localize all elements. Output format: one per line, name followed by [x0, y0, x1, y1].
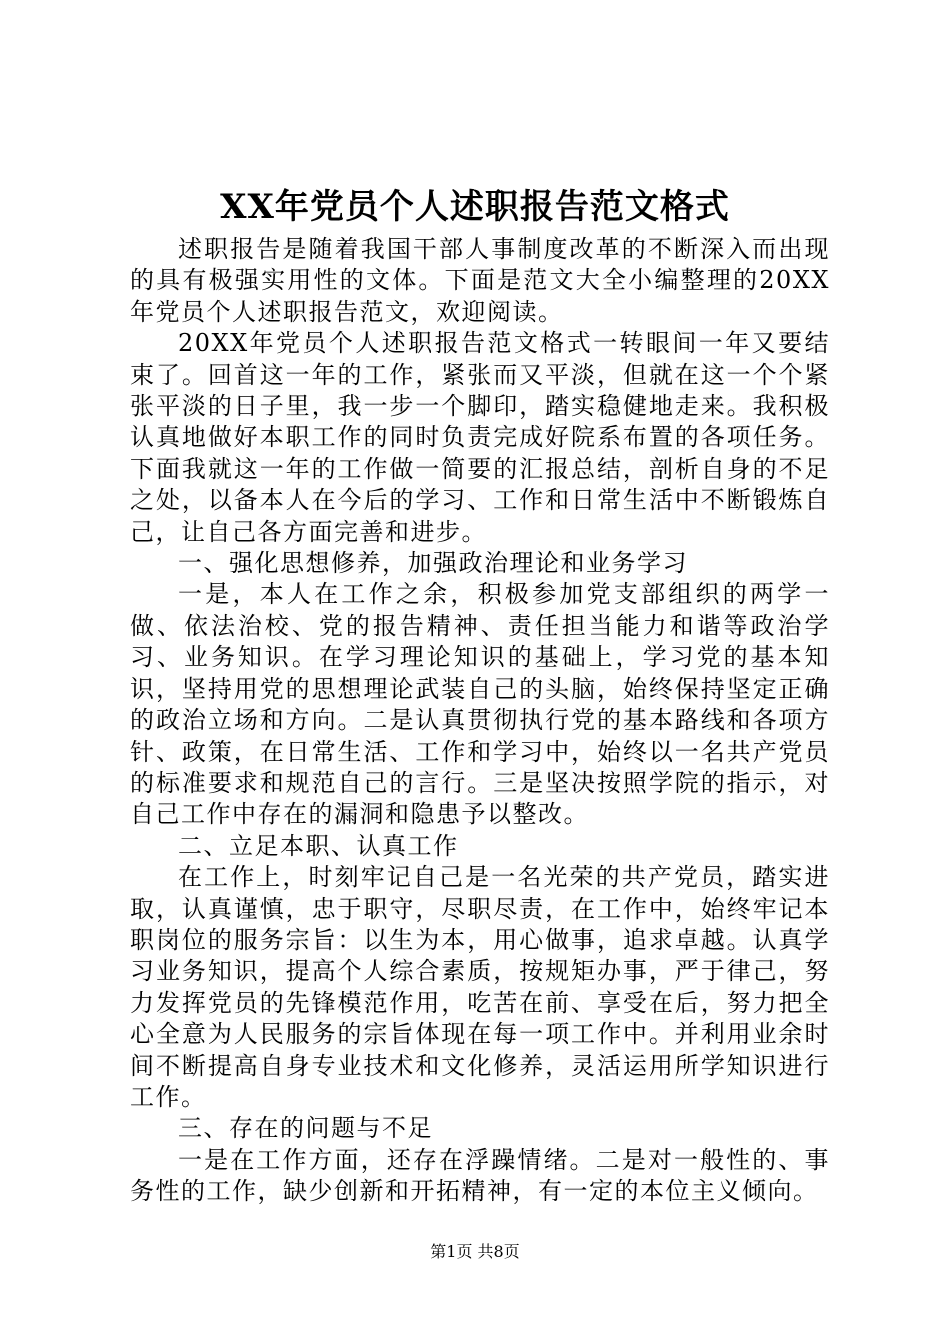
paragraph-section-1: 一是，本人在工作之余，积极参加党支部组织的两学一做、依法治校、党的报告精神、责任担当能力和谐等政治学习、业务知识。在学习理论知识的基础上，学习党的基本知识，坚持用党的思想理论武装自己的头脑，始终保持坚定正确的政治立场和方向。二是认真贯彻执行党的基本路线和各项方针、政策，在日常生活、工作和学习中，始终以一名共产党员的标准要求和规范自己的言行。三是坚决按照学院的指示，对自己工作中存在的漏洞和隐患予以整改。	[130, 580, 830, 829]
paragraph-intro: 述职报告是随着我国干部人事制度改革的不断深入而出现的具有极强实用性的文体。下面是范文大全小编整理的20XX年党员个人述职报告范文，欢迎阅读。	[130, 235, 830, 326]
paragraph-section-3: 一是在工作方面，还存在浮躁情绪。二是对一般性的、事务性的工作，缺少创新和开拓精神，有一定的本位主义倾向。	[130, 1145, 830, 1206]
section-heading-2: 二、立足本职、认真工作	[178, 831, 459, 860]
section-heading-3: 三、存在的问题与不足	[178, 1114, 433, 1143]
paragraph-section-2: 在工作上，时刻牢记自己是一名光荣的共产党员，踏实进取，认真谨慎，忠于职守，尽职尽责，在工作中，始终牢记本职岗位的服务宗旨：以生为本，用心做事，追求卓越。认真学习业务知识，提高个人综合素质，按规矩办事，严于律己，努力发挥党员的先锋模范作用，吃苦在前、享受在后，努力把全心全意为人民服务的宗旨体现在每一项工作中。并利用业余时间不断提高自身专业技术和文化修养，灵活运用所学知识进行工作。	[130, 863, 830, 1111]
section-heading-1: 一、强化思想修养，加强政治理论和业务学习	[178, 549, 688, 578]
paragraph-opening: 20XX年党员个人述职报告范文格式一转眼间一年又要结束了。回首这一年的工作，紧张而又平淡，但就在这一个个紧张平淡的日子里，我一步一个脚印，踏实稳健地走来。我积极认真地做好本职工作的同时负责完成好院系布置的各项任务。下面我就这一年的工作做一简要的汇报总结，剖析自身的不足之处，以备本人在今后的学习、工作和日常生活中不断锻炼自己，让自己各方面完善和进步。	[130, 329, 830, 546]
document-body	[130, 234, 830, 1208]
page-footer: 第1页 共8页	[430, 1242, 520, 1261]
document-title: XX年党员个人述职报告范文格式	[220, 187, 730, 227]
